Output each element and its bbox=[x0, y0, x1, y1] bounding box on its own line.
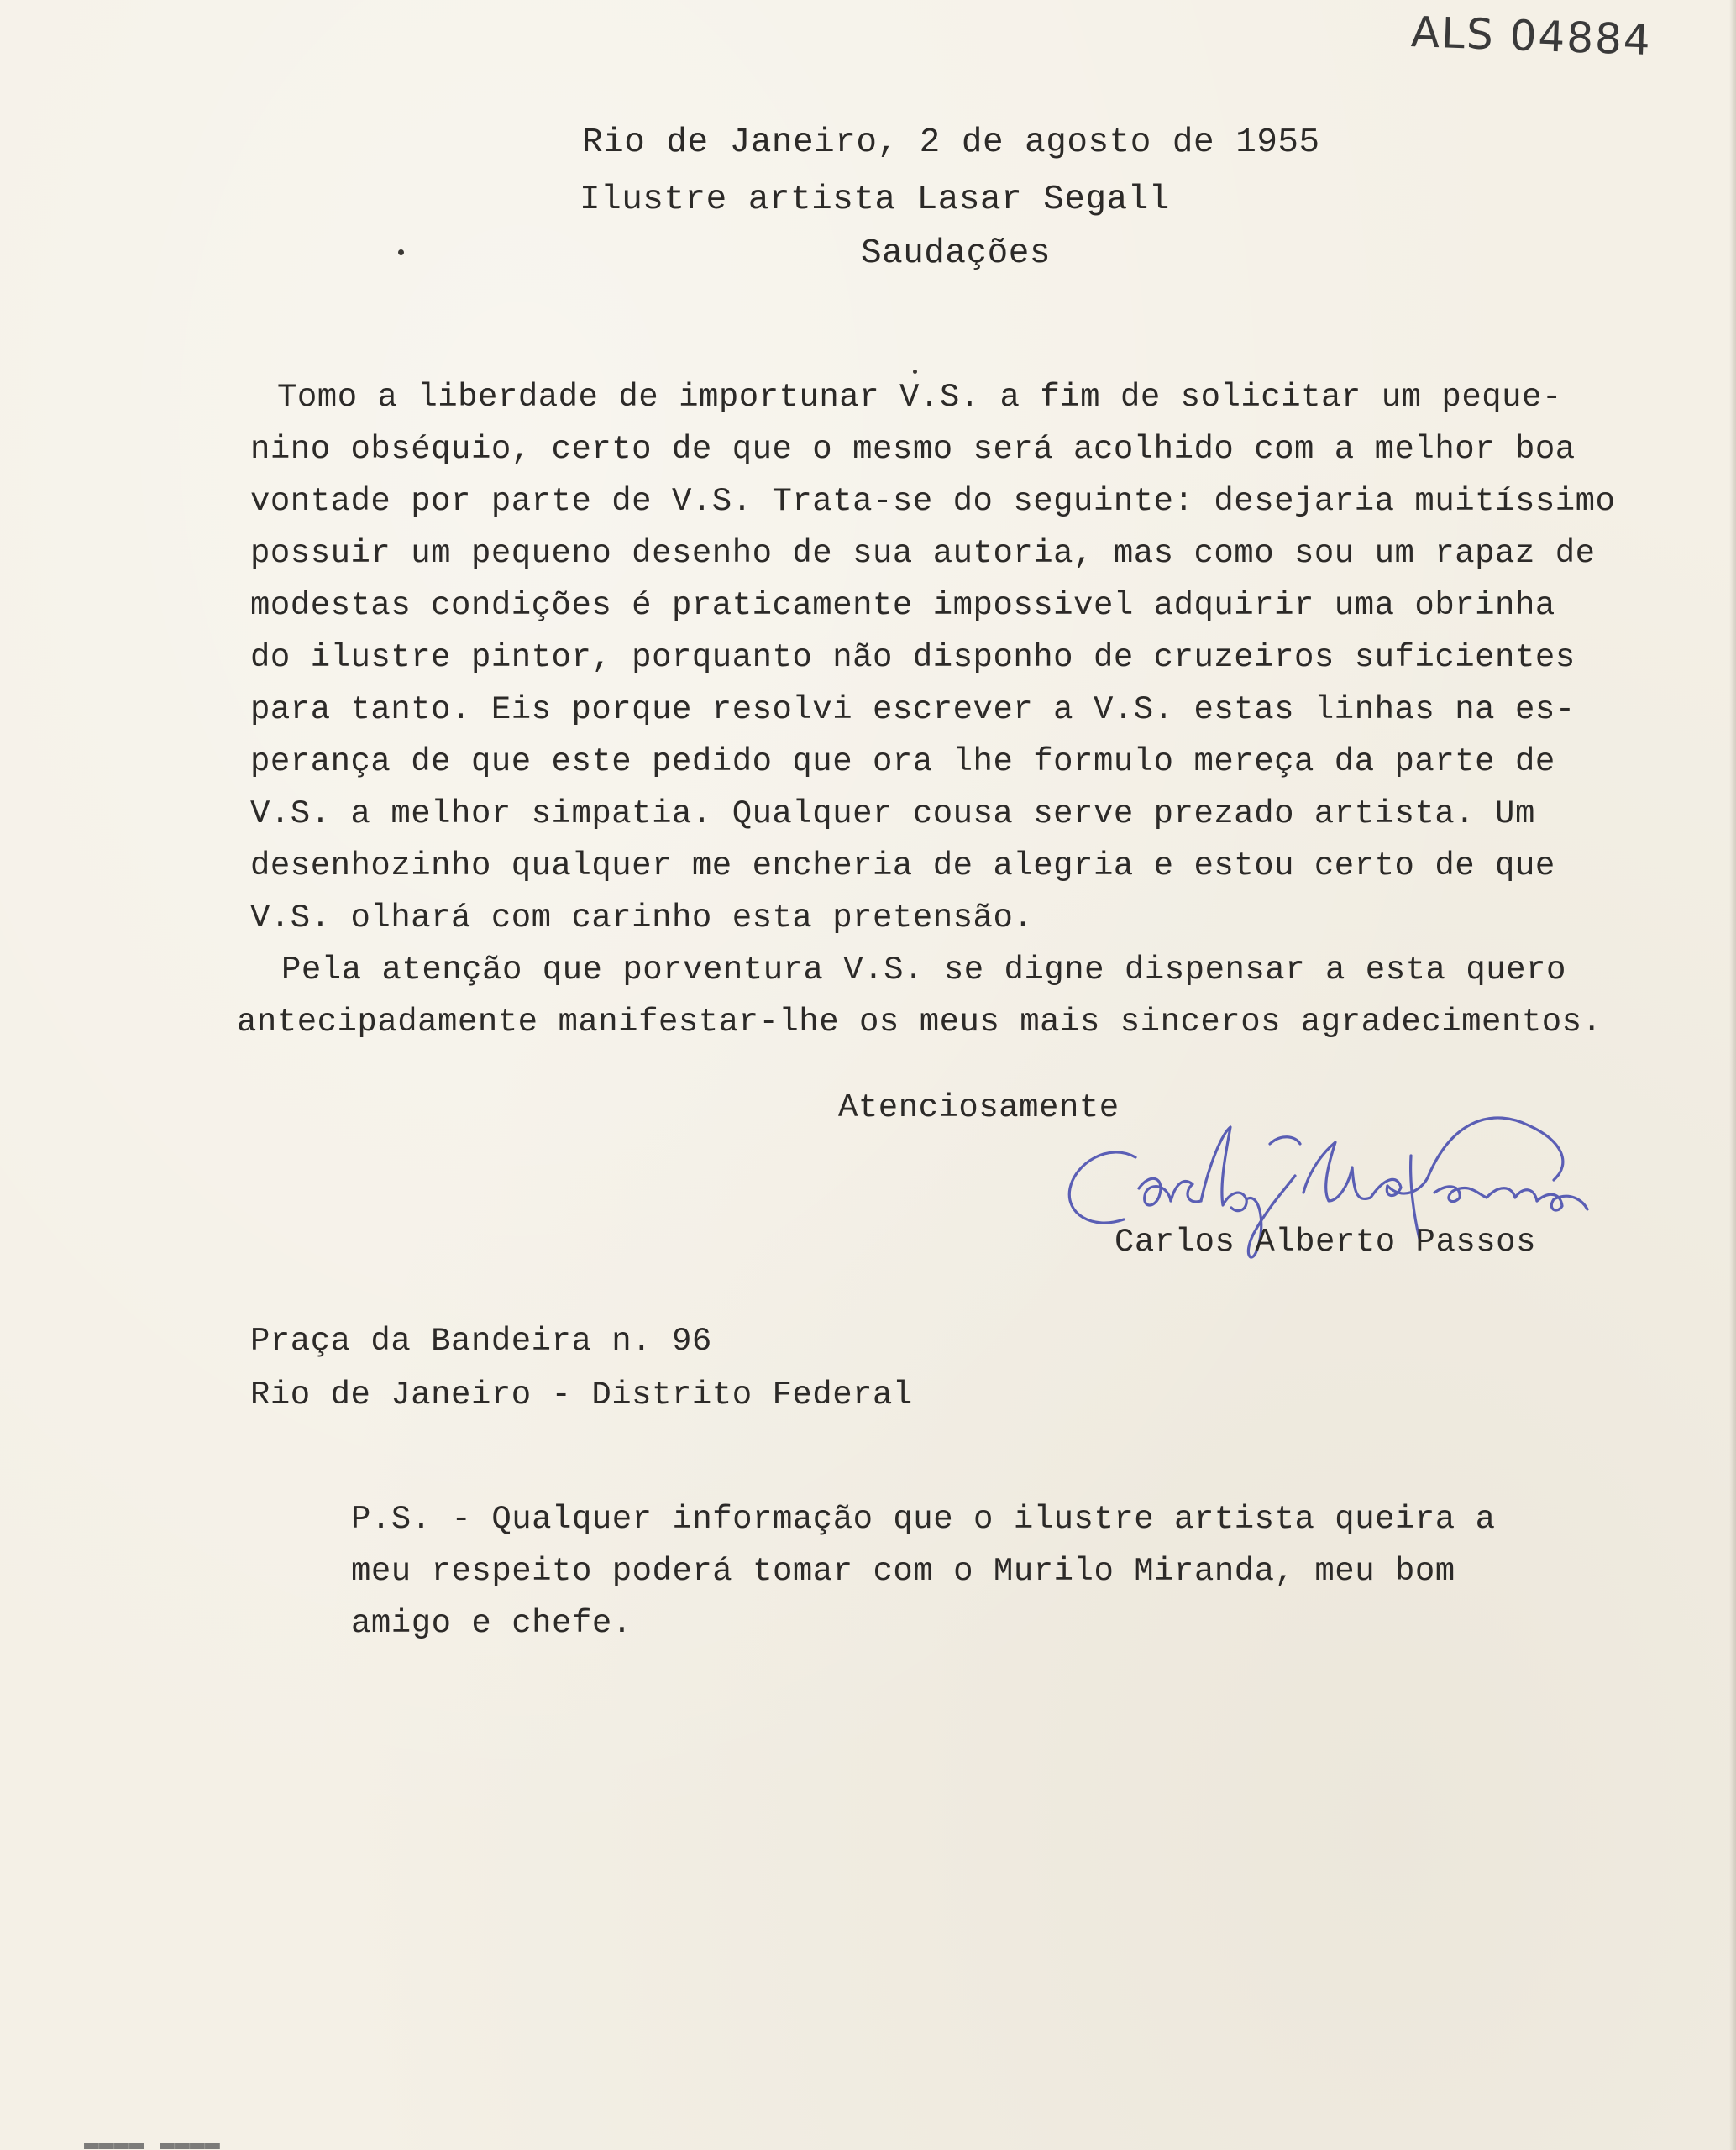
ink-dot bbox=[398, 249, 404, 255]
greeting: Saudações bbox=[861, 234, 1051, 273]
body-line: V.S. olhará com carinho esta pretensão. bbox=[250, 899, 1034, 936]
postscript-line: meu respeito poderá tomar com o Murilo Miranda, meu bom bbox=[351, 1553, 1455, 1590]
body-line: do ilustre pintor, porquanto não disponho de cruzeiros suficientes bbox=[250, 639, 1576, 676]
body-line: para tanto. Eis porque resolvi escrever a V.S. estas linhas na es- bbox=[250, 691, 1576, 728]
bottom-edge-mark: ▬▬▬▬ ▬▬▬▬ bbox=[84, 2130, 221, 2150]
body-line: antecipadamente manifestar-lhe os meus mais sinceros agradecimentos. bbox=[237, 1004, 1602, 1041]
body-line: V.S. a melhor simpatia. Qualquer cousa serve prezado artista. Um bbox=[250, 795, 1535, 832]
body-line: vontade por parte de V.S. Trata-se do seguinte: desejaria muitíssimo bbox=[250, 483, 1616, 520]
body-line: perança de que este pedido que ora lhe formulo mereça da parte de bbox=[250, 743, 1555, 780]
place-date: Rio de Janeiro, 2 de agosto de 1955 bbox=[582, 123, 1320, 162]
postscript-line: P.S. - Qualquer informação que o ilustre artista queira a bbox=[351, 1501, 1496, 1538]
body-line: possuir um pequeno desenho de sua autoria, mas como sou um rapaz de bbox=[250, 535, 1596, 572]
body-line: nino obséquio, certo de que o mesmo será acolhido com a melhor boa bbox=[250, 431, 1576, 468]
archive-id: ALS 04884 bbox=[1410, 8, 1653, 65]
address-city: Rio de Janeiro - Distrito Federal bbox=[250, 1377, 913, 1413]
signature-name: Carlos Alberto Passos bbox=[1115, 1224, 1536, 1261]
addressee: Ilustre artista Lasar Segall bbox=[580, 181, 1170, 219]
valediction: Atenciosamente bbox=[838, 1089, 1120, 1126]
body-line: desenhozinho qualquer me encheria de alegria e estou certo de que bbox=[250, 847, 1555, 884]
address-street: Praça da Bandeira n. 96 bbox=[250, 1323, 712, 1360]
ink-dot bbox=[913, 370, 917, 374]
body-line: Tomo a liberdade de importunar V.S. a fim de solicitar um peque- bbox=[277, 379, 1562, 416]
body-line: modestas condições é praticamente impossivel adquirir uma obrinha bbox=[250, 587, 1555, 624]
paper-edge-shadow bbox=[1729, 0, 1736, 2150]
body-line: Pela atenção que porventura V.S. se digne dispensar a esta quero bbox=[281, 952, 1566, 988]
postscript-line: amigo e chefe. bbox=[351, 1605, 632, 1642]
